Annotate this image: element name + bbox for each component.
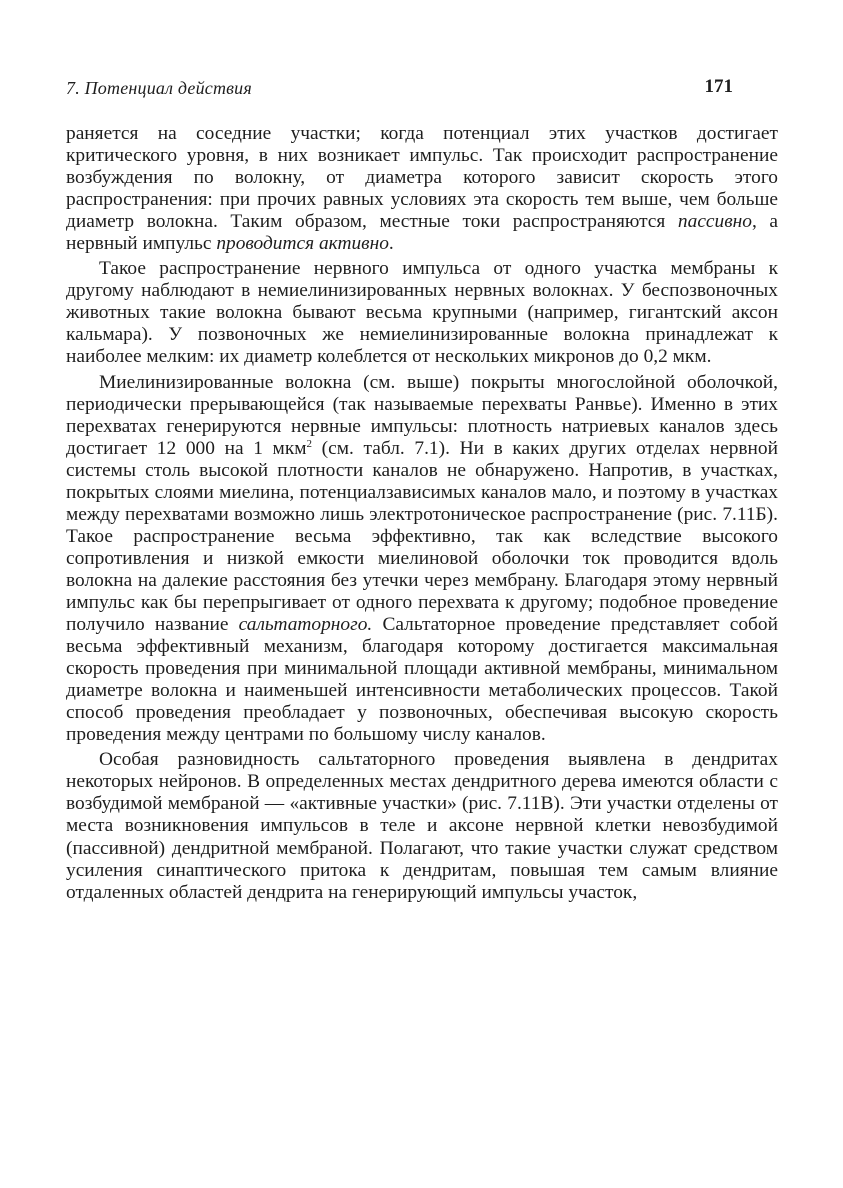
page-number: 171 bbox=[704, 76, 733, 97]
text-run: Миелинизированные волокна (см. выше) покрыты многослойной оболочкой, периодически прерывающейся (так называемые перехваты Ранвье). Именно в этих перехватах генерируются нервные импульсы: плотность натриевых каналов здесь достигает 12 000 на 1 мкм bbox=[66, 371, 778, 459]
superscript: 2 bbox=[306, 437, 313, 450]
paragraph bbox=[66, 123, 778, 255]
text-run: (см. табл. 7.1). Ни в каких других отделах нервной системы столь высокой плотности каналов не обнаружено. Напротив, в участках, покрытых слоями миелина, потенциалзависимых каналов мало, и поэтому в участках между перехватами возможно лишь электротоническое распространение (рис. 7.11Б). Такое распространение весьма эффективно, так как вследствие высокого сопротивления и низкой емкости миелиновой оболочки ток проводится вдоль волокна на далекие расстояния без утечки через мембрану. Благодаря этому нервный импульс как бы перепрыгивает от одного перехвата к другому; подобное проведение получило название bbox=[66, 437, 778, 636]
italic-term: пассивно bbox=[677, 211, 752, 233]
paragraph bbox=[66, 372, 778, 747]
italic-term: сальтаторного. bbox=[238, 614, 373, 636]
text-run: Особая разновидность сальтаторного проведения выявлена в дендритах некоторых нейронов. В определенных местах дендритного дерева имеются области с возбудимой мембраной — «активные участки» (рис. 7.11В). Эти участки отделены от места возникновения импульсов в теле и аксоне нервной клетки невозбудимой (пассивной) дендритной мембраной. Полагают, что такие участки служат средством усиления синаптического притока к дендритам, повышая тем самым влияние отдаленных областей дендрита на генерирующий импульсы участок, bbox=[66, 749, 778, 903]
running-head: 7. Потенциал действия bbox=[66, 78, 252, 98]
text-run: , а нервный импульс bbox=[66, 211, 778, 255]
italic-term: проводится активно bbox=[216, 233, 389, 255]
body-text bbox=[66, 123, 778, 907]
text-run: раняется на соседние участки; когда потенциал этих участков достигает критического уровня, в них возникает импульс. Так происходит распространение возбуждения по волокну, от диаметра которого зависит скорость этого распространения: при прочих равных условиях эта скорость тем выше, чем больше диаметр волокна. Таким образом, местные токи распространяются bbox=[66, 123, 778, 233]
paragraph bbox=[66, 749, 778, 903]
paragraph bbox=[66, 258, 778, 368]
text-run: Такое распространение нервного импульса от одного участка мембраны к другому наблюдают в немиелинизированных нервных волокнах. У беспозвоночных животных такие волокна бывают весьма крупными (например, гигантский аксон кальмара). У позвоночных же немиелинизированные волокна принадлежат к наиболее мелким: их диаметр колеблется от нескольких микронов до 0,2 мкм. bbox=[66, 258, 778, 368]
text-run: Сальтаторное проведение представляет собой весьма эффективный механизм, благодаря которому достигается максимальная скорость проведения при минимальной площади активной мембраны, минимальном диаметре волокна и наименьшей интенсивности метаболических процессов. Такой способ проведения преобладает у позвоночных, обеспечивая высокую скорость проведения между центрами по большому числу каналов. bbox=[66, 614, 778, 746]
text-run: . bbox=[388, 233, 394, 255]
